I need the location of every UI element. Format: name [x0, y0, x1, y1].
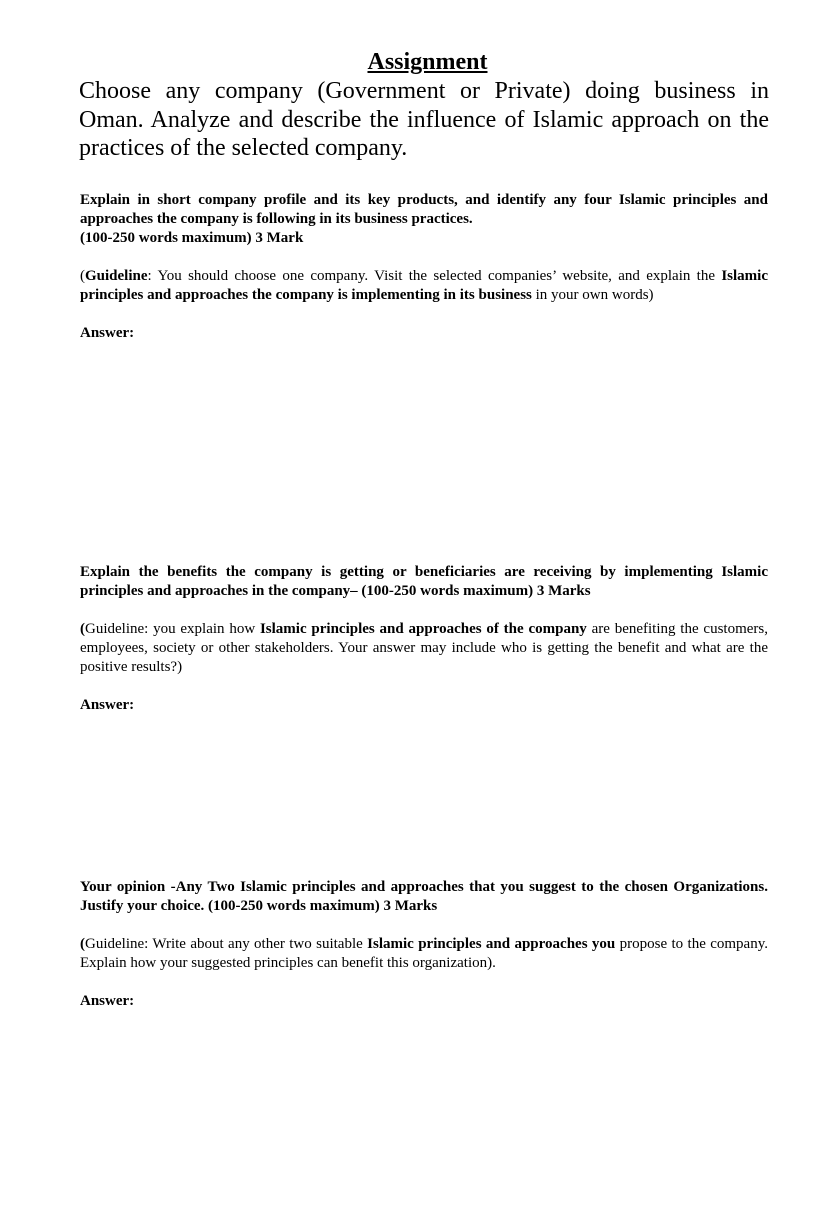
q3-guideline-text2: propose to the company. Explain how your suggested principles can benefit this organization). — [80, 936, 768, 971]
q3-guideline — [80, 935, 768, 973]
q2-guideline — [80, 620, 768, 677]
q1-answer-label: Answer: — [80, 325, 135, 341]
q1-marks: (100-250 words maximum) 3 Mark — [80, 230, 304, 246]
q1-guideline-text2: in your own words) — [531, 287, 654, 303]
q2-guideline-text2: are benefiting the customers, employees, society or other stakeholders. Your answer may include who is getting the benefit and what are the positive results?) — [80, 621, 768, 675]
q2-guideline-text1: Guideline: you explain how — [85, 621, 260, 637]
q1-guideline-open: ( — [80, 268, 85, 284]
q1-guideline-text1: : You should choose one company. Visit the selected companies’ website, and explain the — [147, 268, 722, 284]
q3-guideline-text1: Guideline: Write about any other two suitable — [85, 936, 368, 952]
q2-prompt: Explain the benefits the company is getting or beneficiaries are receiving by implementing Islamic principles and approaches in the company– (100-250 words maximum) 3 Marks — [80, 564, 768, 599]
assignment-intro: Choose any company (Government or Private) doing business in Oman. Analyze and describe the influence of Islamic approach on the practices of the selected company. — [79, 78, 769, 161]
q1-prompt — [80, 191, 768, 248]
q1-guideline-label: Guideline — [85, 268, 148, 284]
q2-guideline-bold: Islamic principles and approaches of the company — [259, 621, 587, 637]
q1-guideline-bold: Islamic principles and approaches the company is implementing in its business — [80, 268, 768, 303]
q3-guideline-open: ( — [80, 936, 85, 952]
q2-answer-label: Answer: — [80, 697, 135, 713]
q2-guideline-open: ( — [80, 621, 85, 637]
q3-guideline-bold: Islamic principles and approaches you — [367, 936, 616, 952]
q1-prompt-text: Explain in short company profile and its key products, and identify any four Islamic principles and approaches the company is following in its business practices. — [80, 192, 768, 227]
q3-prompt: Your opinion -Any Two Islamic principles and approaches that you suggest to the chosen Organizations. Justify your choice. (100-250 words maximum) 3 Marks — [80, 879, 768, 914]
q3-answer-label: Answer: — [80, 993, 135, 1009]
q1-guideline — [80, 267, 768, 305]
assignment-title: Assignment — [367, 49, 488, 75]
